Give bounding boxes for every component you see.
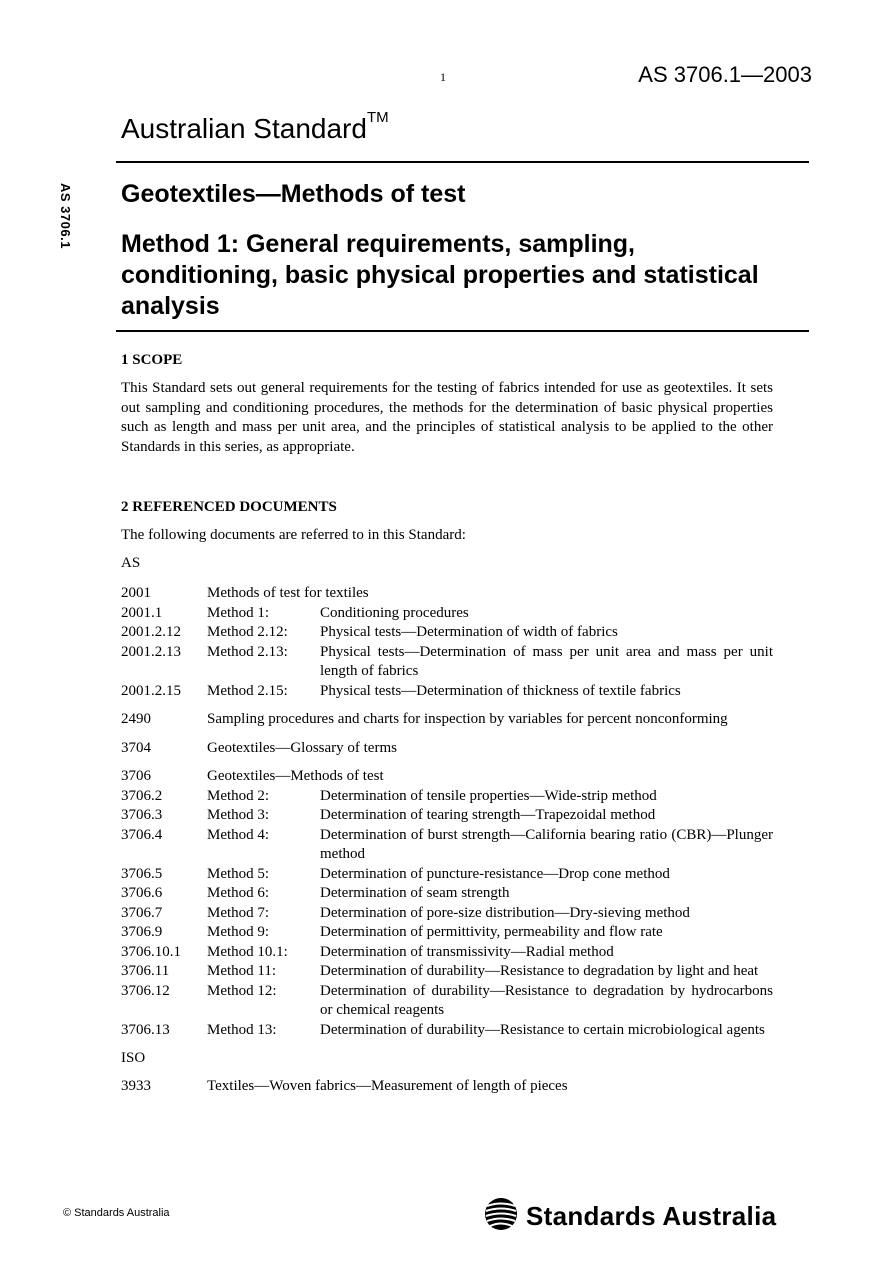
- reference-title: Determination of puncture-resistance—Drop cone method: [320, 865, 670, 882]
- iso-label: ISO: [121, 1050, 146, 1066]
- reference-title: Determination of pore-size distribution—Dry-sieving method: [320, 904, 690, 921]
- reference-method: Method 9:: [207, 924, 270, 940]
- reference-row: [121, 1021, 773, 1041]
- reference-title: Determination of transmissivity—Radial method: [320, 943, 614, 960]
- reference-number: 2001.2.15: [121, 682, 181, 699]
- reference-title: Physical tests—Determination of thickness of textile fabrics: [320, 682, 681, 699]
- reference-title: Determination of durability—Resistance to certain microbiological agents: [320, 1021, 765, 1038]
- reference-number: 2001: [121, 585, 151, 601]
- reference-row: [121, 865, 773, 885]
- references-intro: The following documents are referred to in this Standard:: [121, 527, 466, 543]
- reference-row: [121, 767, 773, 787]
- reference-row: [121, 682, 773, 702]
- reference-number: 3933: [121, 1077, 151, 1094]
- reference-row: [121, 604, 773, 624]
- reference-title: Geotextiles—Methods of test: [207, 768, 384, 784]
- reference-method: Method 1:: [207, 604, 270, 621]
- reference-title: Physical tests—Determination of width of fabrics: [320, 624, 618, 640]
- reference-title: Determination of permittivity, permeability and flow rate: [320, 924, 663, 940]
- reference-method: Method 11:: [207, 963, 277, 979]
- reference-method: Method 7:: [207, 904, 270, 921]
- reference-method: Method 4:: [207, 826, 270, 843]
- reference-number: 3706.4: [121, 826, 163, 843]
- references-list: [121, 584, 773, 1096]
- scope-paragraph: This Standard sets out general requirements for the testing of fabrics intended for use as geotextiles. It sets out sampling and conditioning procedures, the methods for the determination of basic physical properties such as length and mass per unit area, and the principles of statistical analysis to be applied to the other Standards in this series, as appropriate.: [121, 380, 773, 455]
- copyright-notice: © Standards Australia: [63, 1207, 170, 1219]
- reference-title: Geotextiles—Glossary of terms: [207, 739, 397, 756]
- reference-number: 3706.3: [121, 807, 163, 823]
- section-heading-references: 2 REFERENCED DOCUMENTS: [121, 499, 337, 515]
- reference-row: [121, 710, 773, 730]
- reference-row: [121, 904, 773, 924]
- reference-title: Conditioning procedures: [320, 604, 469, 621]
- reference-number: 3706.11: [121, 963, 170, 979]
- reference-number: 3706.5: [121, 865, 163, 882]
- reference-method: Method 10.1:: [207, 943, 288, 960]
- section-heading-scope: 1 SCOPE: [121, 352, 183, 368]
- reference-method: Method 2.13:: [207, 643, 288, 660]
- reference-method: Method 13:: [207, 1021, 277, 1038]
- reference-number: 3706.9: [121, 924, 163, 940]
- title-rule: [116, 330, 809, 332]
- side-label: AS 3706.1: [58, 183, 73, 249]
- reference-row: [121, 982, 773, 1021]
- reference-title: Determination of tearing strength—Trapezoidal method: [320, 807, 656, 823]
- reference-row: [121, 884, 773, 904]
- reference-row: [121, 1077, 773, 1097]
- reference-number: 3706.12: [121, 982, 170, 999]
- reference-number: 3704: [121, 739, 151, 756]
- reference-method: Method 5:: [207, 865, 270, 882]
- reference-title: Determination of tensile properties—Wide-strip method: [320, 787, 657, 804]
- reference-row: [121, 787, 773, 807]
- reference-title: Physical tests—Determination of mass per unit area and mass per unit length of fabrics: [320, 643, 773, 679]
- reference-row: [121, 962, 773, 982]
- reference-method: Method 2.15:: [207, 682, 288, 699]
- reference-row: [121, 826, 773, 865]
- reference-number: 3706.7: [121, 904, 163, 921]
- reference-method: Method 3:: [207, 807, 270, 823]
- reference-number: 2001.1: [121, 604, 163, 621]
- document-title: Geotextiles—Methods of test: [121, 180, 466, 208]
- reference-method: Method 12:: [207, 982, 277, 999]
- reference-row: [121, 643, 773, 682]
- reference-method: Method 2:: [207, 787, 270, 804]
- reference-number: 3706.10.1: [121, 943, 181, 960]
- reference-row: [121, 943, 773, 963]
- reference-row: [121, 623, 773, 643]
- reference-method: Method 6:: [207, 885, 270, 901]
- method-title: Method 1: General requirements, sampling, conditioning, basic physical properties and statistical analysis: [121, 230, 759, 320]
- banner-name: Australian Standard: [121, 113, 367, 144]
- reference-row: [121, 806, 773, 826]
- reference-method: Method 2.12:: [207, 624, 288, 640]
- logo-text: Standards Australia: [526, 1201, 777, 1231]
- reference-title: Sampling procedures and charts for inspection by variables for percent nonconforming: [207, 711, 728, 727]
- reference-row: [121, 923, 773, 943]
- reference-number: 2001.2.13: [121, 643, 181, 660]
- reference-row: [121, 584, 773, 604]
- reference-row: [121, 739, 773, 759]
- reference-number: 3706: [121, 768, 151, 784]
- header-rule: [116, 161, 809, 163]
- reference-number: 3706.6: [121, 885, 163, 901]
- reference-title: Determination of durability—Resistance to degradation by light and heat: [320, 963, 759, 979]
- banner-title: [121, 109, 389, 145]
- reference-title: Methods of test for textiles: [207, 585, 369, 601]
- trademark-mark: TM: [366, 109, 389, 126]
- reference-number: 2001.2.12: [121, 624, 181, 640]
- reference-title: Textiles—Woven fabrics—Measurement of length of pieces: [207, 1077, 568, 1094]
- reference-number: 2490: [121, 711, 151, 727]
- reference-title: Determination of seam strength: [320, 885, 510, 901]
- reference-title: Determination of durability—Resistance to degradation by hydrocarbons or chemical reagents: [320, 982, 773, 1018]
- standards-australia-emblem-icon: [484, 1197, 518, 1236]
- standard-number: AS 3706.1—2003: [638, 62, 812, 87]
- as-label: AS: [121, 555, 141, 571]
- reference-number: 3706.2: [121, 787, 163, 804]
- reference-title: Determination of burst strength—California bearing ratio (CBR)—Plunger method: [320, 826, 773, 862]
- reference-number: 3706.13: [121, 1021, 170, 1038]
- page-number: 1: [440, 70, 446, 84]
- standards-australia-logo: [484, 1197, 776, 1236]
